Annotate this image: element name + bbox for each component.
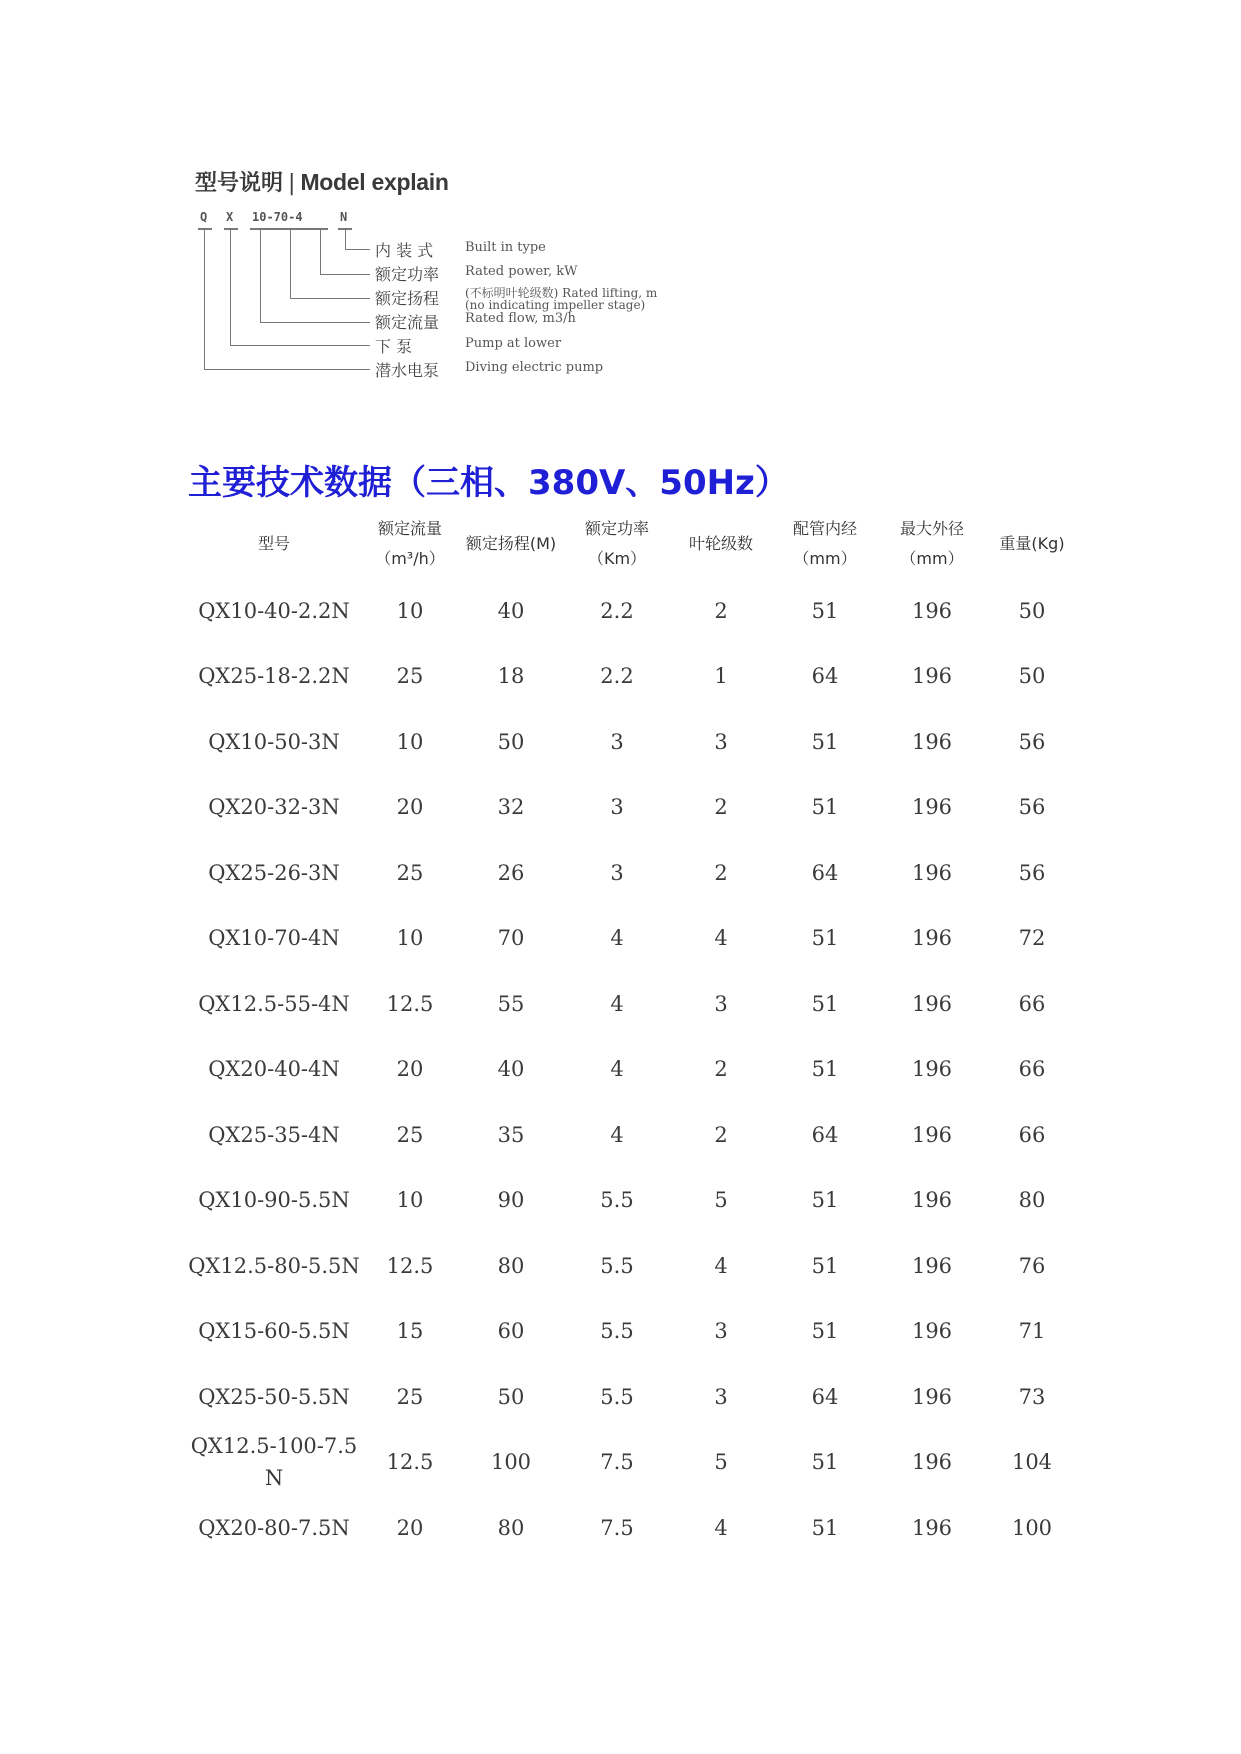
explain-zh-lower: 下 泵 xyxy=(375,337,413,356)
cell-max-outer-diameter: 196 xyxy=(911,860,953,885)
cell-model: QX12.5-80-5.5N xyxy=(188,1253,360,1278)
bracket-vline xyxy=(260,230,261,323)
explain-en-lift: (不标明叶轮级数) Rated lifting, m xyxy=(465,286,658,300)
table-row xyxy=(186,1495,1078,1561)
header-weight: 重量(Kg) xyxy=(999,534,1065,553)
cell-stages: 5 xyxy=(714,1450,728,1475)
code-part-spec: 10-70-4 xyxy=(252,210,303,224)
table-row xyxy=(186,775,1078,841)
cell-flow: 12.5 xyxy=(386,991,434,1016)
model-explain-heading-en: Model explain xyxy=(300,169,449,195)
cell-max-outer-diameter: 196 xyxy=(911,1057,953,1082)
cell-power: 3 xyxy=(610,795,624,820)
heading-separator: | xyxy=(288,171,296,196)
cell-max-outer-diameter: 196 xyxy=(911,729,953,754)
cell-pipe-diameter: 51 xyxy=(811,926,839,951)
cell-lift: 80 xyxy=(497,1253,525,1278)
cell-stages: 3 xyxy=(714,1319,728,1344)
header-stages: 叶轮级数 xyxy=(688,534,753,553)
cell-lift: 70 xyxy=(497,926,525,951)
cell-power: 4 xyxy=(610,926,624,951)
explain-zh-lift: 额定扬程 xyxy=(375,289,440,308)
cell-weight: 76 xyxy=(1018,1253,1046,1278)
bracket-hline xyxy=(204,369,370,370)
cell-pipe-diameter: 64 xyxy=(811,1384,839,1409)
table-row xyxy=(186,971,1078,1037)
cell-lift: 50 xyxy=(497,729,525,754)
cell-stages: 2 xyxy=(714,795,728,820)
cell-pipe-diameter: 64 xyxy=(811,664,839,689)
explain-en-type: Built in type xyxy=(465,240,546,255)
cell-flow: 20 xyxy=(396,1515,424,1540)
cell-pipe-diameter: 51 xyxy=(811,991,839,1016)
cell-model: QX25-26-3N xyxy=(208,860,340,885)
cell-max-outer-diameter: 196 xyxy=(911,926,953,951)
cell-flow: 20 xyxy=(396,795,424,820)
explain-en-lower: Pump at lower xyxy=(465,336,562,351)
cell-max-outer-diameter: 196 xyxy=(911,1122,953,1147)
cell-power: 4 xyxy=(610,991,624,1016)
cell-flow: 25 xyxy=(396,1384,424,1409)
cell-weight: 100 xyxy=(1011,1515,1053,1540)
bracket-hline xyxy=(320,274,370,275)
cell-max-outer-diameter: 196 xyxy=(911,1384,953,1409)
bracket-hline xyxy=(290,298,370,299)
explain-zh-type: 内 装 式 xyxy=(375,241,434,260)
cell-pipe-diameter: 51 xyxy=(811,1188,839,1213)
cell-model: QX12.5-55-4N xyxy=(198,991,350,1016)
cell-model: QX20-32-3N xyxy=(208,795,340,820)
cell-max-outer-diameter: 196 xyxy=(911,598,953,623)
cell-stages: 2 xyxy=(714,598,728,623)
code-part-q: Q xyxy=(200,210,208,224)
cell-flow: 20 xyxy=(396,1057,424,1082)
table-row xyxy=(186,1168,1078,1234)
explain-en-power: Rated power, kW xyxy=(465,264,578,279)
cell-max-outer-diameter: 196 xyxy=(911,1188,953,1213)
table-row xyxy=(186,709,1078,775)
bracket-vline xyxy=(345,230,346,250)
cell-weight: 56 xyxy=(1018,795,1046,820)
cell-lift: 35 xyxy=(497,1122,525,1147)
explain-zh-flow: 额定流量 xyxy=(375,313,440,332)
cell-max-outer-diameter: 196 xyxy=(911,664,953,689)
header-model: 型号 xyxy=(257,534,290,553)
table-row xyxy=(186,1430,1078,1496)
cell-model: QX20-80-7.5N xyxy=(198,1515,350,1540)
cell-flow: 12.5 xyxy=(386,1450,434,1475)
bracket-vline xyxy=(320,230,321,275)
bracket-hline xyxy=(345,249,370,250)
bracket-hline xyxy=(230,345,370,346)
code-part-n: N xyxy=(340,210,348,224)
cell-max-outer-diameter: 196 xyxy=(911,795,953,820)
header-pipe-diameter: 配管内经 （mm） xyxy=(792,519,857,568)
cell-model: QX10-40-2.2N xyxy=(198,598,350,623)
explain-en-lift-note: (no indicating impeller stage) xyxy=(465,298,646,312)
cell-model: QX10-70-4N xyxy=(208,926,340,951)
table-row xyxy=(186,1364,1078,1430)
cell-power: 2.2 xyxy=(600,664,634,689)
cell-weight: 66 xyxy=(1018,991,1046,1016)
cell-pipe-diameter: 51 xyxy=(811,1253,839,1278)
table-body xyxy=(186,578,1078,1561)
table-row xyxy=(186,906,1078,972)
model-explain-diagram xyxy=(190,160,750,390)
cell-power: 7.5 xyxy=(600,1515,634,1540)
table-header-row xyxy=(186,510,1078,578)
cell-lift: 50 xyxy=(497,1384,525,1409)
cell-weight: 80 xyxy=(1018,1188,1046,1213)
cell-stages: 3 xyxy=(714,1384,728,1409)
cell-lift: 100 xyxy=(490,1450,532,1475)
cell-flow: 25 xyxy=(396,664,424,689)
cell-lift: 90 xyxy=(497,1188,525,1213)
cell-pipe-diameter: 64 xyxy=(811,1122,839,1147)
cell-stages: 4 xyxy=(714,1253,728,1278)
cell-power: 7.5 xyxy=(600,1450,634,1475)
cell-lift: 40 xyxy=(497,1057,525,1082)
table-row xyxy=(186,644,1078,710)
table-row xyxy=(186,578,1078,644)
cell-flow: 10 xyxy=(396,598,424,623)
cell-power: 5.5 xyxy=(600,1319,634,1344)
cell-model: QX25-35-4N xyxy=(208,1122,340,1147)
table-row xyxy=(186,1037,1078,1103)
code-part-x: X xyxy=(226,210,234,224)
cell-stages: 3 xyxy=(714,991,728,1016)
cell-weight: 56 xyxy=(1018,860,1046,885)
cell-stages: 2 xyxy=(714,1122,728,1147)
cell-lift: 55 xyxy=(497,991,525,1016)
cell-flow: 10 xyxy=(396,729,424,754)
cell-weight: 66 xyxy=(1018,1057,1046,1082)
cell-pipe-diameter: 51 xyxy=(811,1057,839,1082)
header-lift: 额定扬程(M) xyxy=(465,534,557,553)
bracket-vline xyxy=(204,230,205,370)
cell-weight: 50 xyxy=(1018,598,1046,623)
cell-flow: 12.5 xyxy=(386,1253,434,1278)
table-row xyxy=(186,1299,1078,1365)
cell-weight: 73 xyxy=(1018,1384,1046,1409)
cell-max-outer-diameter: 196 xyxy=(911,991,953,1016)
cell-max-outer-diameter: 196 xyxy=(911,1253,953,1278)
spec-table xyxy=(186,510,1078,1561)
cell-weight: 71 xyxy=(1018,1319,1046,1344)
explain-en-pump: Diving electric pump xyxy=(465,360,604,375)
cell-pipe-diameter: 51 xyxy=(811,1515,839,1540)
cell-pipe-diameter: 51 xyxy=(811,1450,839,1475)
bracket-vline xyxy=(230,230,231,346)
cell-stages: 5 xyxy=(714,1188,728,1213)
cell-power: 2.2 xyxy=(600,598,634,623)
cell-pipe-diameter: 51 xyxy=(811,729,839,754)
header-power: 额定功率 （Km） xyxy=(584,519,649,568)
cell-lift: 40 xyxy=(497,598,525,623)
bracket-vline xyxy=(290,230,291,299)
cell-power: 4 xyxy=(610,1122,624,1147)
cell-power: 3 xyxy=(610,729,624,754)
cell-flow: 25 xyxy=(396,860,424,885)
cell-model: QX20-40-4N xyxy=(208,1057,340,1082)
cell-power: 5.5 xyxy=(600,1188,634,1213)
page-title: 主要技术数据（三相、380V、50Hz） xyxy=(188,463,789,503)
cell-weight: 66 xyxy=(1018,1122,1046,1147)
explain-zh-pump: 潜水电泵 xyxy=(375,361,440,380)
cell-lift: 60 xyxy=(497,1319,525,1344)
cell-stages: 4 xyxy=(714,926,728,951)
cell-pipe-diameter: 51 xyxy=(811,795,839,820)
code-underline xyxy=(250,228,328,230)
cell-stages: 2 xyxy=(714,1057,728,1082)
cell-power: 4 xyxy=(610,1057,624,1082)
cell-model: QX25-50-5.5N xyxy=(198,1384,350,1409)
model-explain-heading-zh: 型号说明 xyxy=(195,171,284,196)
cell-power: 3 xyxy=(610,860,624,885)
code-underline xyxy=(224,228,238,230)
cell-pipe-diameter: 64 xyxy=(811,860,839,885)
cell-model: QX10-90-5.5N xyxy=(198,1188,350,1213)
cell-power: 5.5 xyxy=(600,1253,634,1278)
cell-lift: 18 xyxy=(497,664,525,689)
cell-weight: 104 xyxy=(1011,1450,1053,1475)
cell-lift: 26 xyxy=(497,860,525,885)
cell-weight: 56 xyxy=(1018,729,1046,754)
cell-lift: 80 xyxy=(497,1515,525,1540)
cell-max-outer-diameter: 196 xyxy=(911,1450,953,1475)
cell-flow: 25 xyxy=(396,1122,424,1147)
model-explain-heading xyxy=(195,166,449,197)
cell-stages: 3 xyxy=(714,729,728,754)
cell-max-outer-diameter: 196 xyxy=(911,1515,953,1540)
cell-pipe-diameter: 51 xyxy=(811,1319,839,1344)
cell-flow: 15 xyxy=(396,1319,424,1344)
cell-stages: 1 xyxy=(714,664,728,689)
explain-zh-power: 额定功率 xyxy=(375,265,440,284)
cell-weight: 50 xyxy=(1018,664,1046,689)
cell-model: QX15-60-5.5N xyxy=(198,1319,350,1344)
cell-flow: 10 xyxy=(396,926,424,951)
bracket-hline xyxy=(260,322,370,323)
cell-weight: 72 xyxy=(1018,926,1046,951)
header-flow: 额定流量 （m³/h） xyxy=(375,519,445,568)
cell-pipe-diameter: 51 xyxy=(811,598,839,623)
cell-model: QX12.5-100-7.5N xyxy=(190,1434,358,1491)
cell-flow: 10 xyxy=(396,1188,424,1213)
cell-max-outer-diameter: 196 xyxy=(911,1319,953,1344)
table-row xyxy=(186,840,1078,906)
table-row xyxy=(186,1233,1078,1299)
cell-stages: 4 xyxy=(714,1515,728,1540)
cell-model: QX25-18-2.2N xyxy=(198,664,350,689)
header-max-outer-diameter: 最大外径 （mm） xyxy=(899,519,964,568)
cell-lift: 32 xyxy=(497,795,525,820)
explain-en-flow: Rated flow, m3/h xyxy=(465,311,576,326)
table-row xyxy=(186,1102,1078,1168)
code-underline xyxy=(198,228,212,230)
cell-power: 5.5 xyxy=(600,1384,634,1409)
cell-model: QX10-50-3N xyxy=(208,729,340,754)
cell-stages: 2 xyxy=(714,860,728,885)
